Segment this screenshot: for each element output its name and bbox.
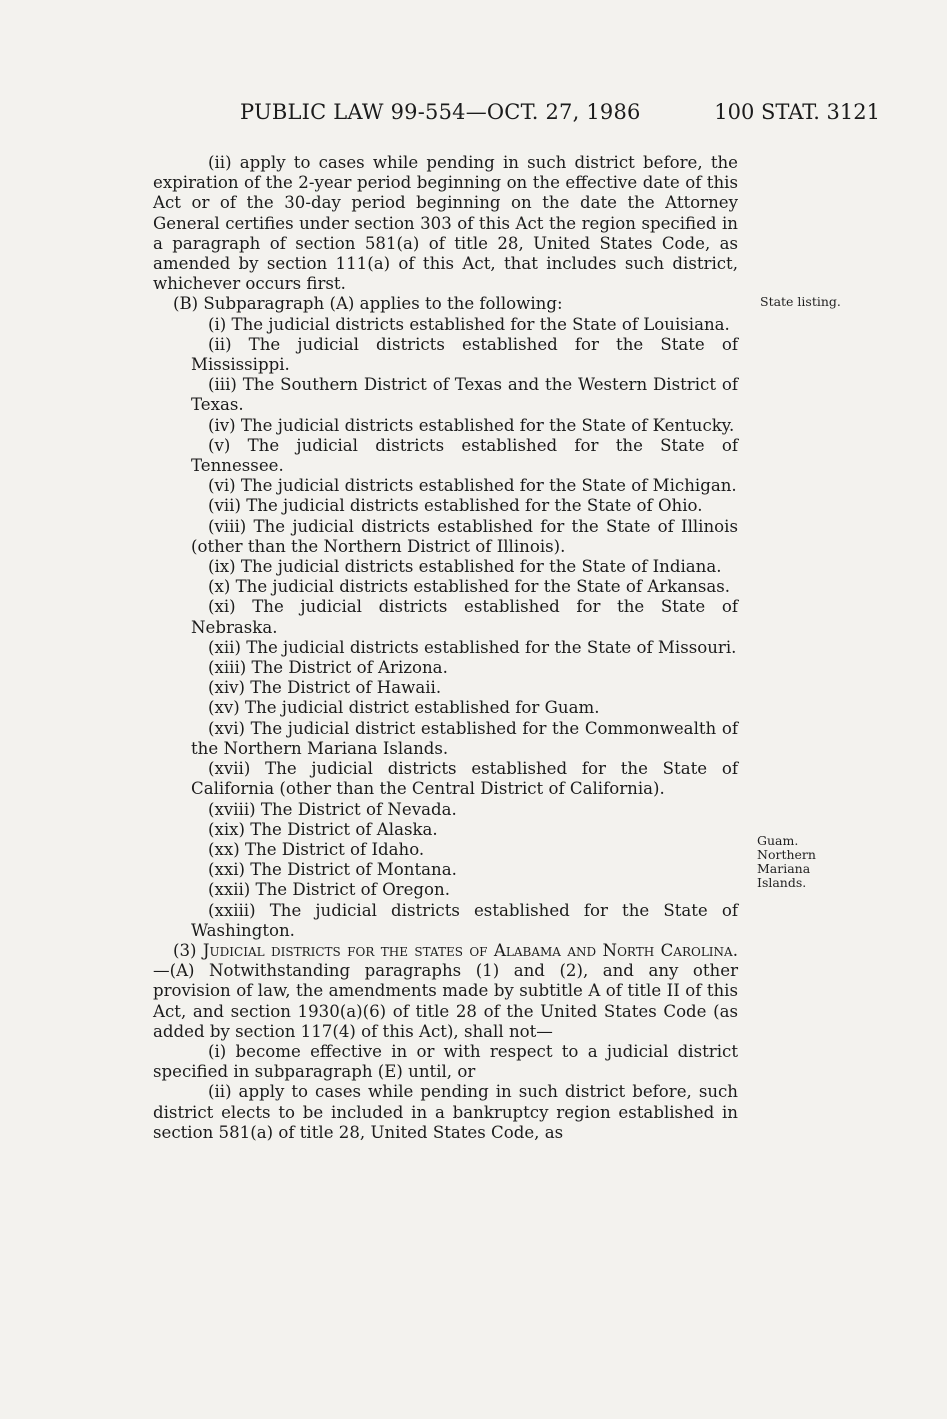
paragraph: (i) The judicial districts established for the State of Louisiana. — [208, 314, 730, 334]
paragraph: (v) The judicial districts established for the State of Tennessee. — [191, 435, 738, 476]
paragraph: (iii) The Southern District of Texas and the Western District of Texas. — [191, 375, 738, 415]
paragraph: (viii) The judicial districts established for the State of Illinois (other than the Northern District of Illinois). — [191, 516, 738, 556]
paragraph: (xiii) The District of Arizona. — [208, 658, 448, 678]
paragraph: (xx) The District of Idaho. — [208, 839, 425, 859]
margin-note-guam: Guam. Northern Mariana Islands. — [757, 833, 816, 890]
section-3-heading: Judicial districts for the states of Alabama and North Carolina. — [202, 940, 738, 960]
paragraph: (ii) apply to cases while pending in such district before, the expiration of the 2-year period beginning on the effective date of this Act or of the 30-day period beginning on the date the Attorney General certifies under section 303 of this Act the region specified in a paragraph of section 581(a) of title 28, United States Code, as amended by section 111(a) of this Act, that includes such district, whichever occurs first. — [153, 153, 738, 294]
body-text — [153, 153, 738, 1143]
paragraph-list — [153, 153, 738, 941]
paragraph: (xv) The judicial district established for Guam. — [208, 698, 600, 718]
margin-note-state-listing: State listing. — [760, 294, 841, 309]
paragraph: (vi) The judicial districts established for the State of Michigan. — [208, 476, 737, 496]
law-title: PUBLIC LAW 99-554—OCT. 27, 1986 — [240, 100, 641, 124]
paragraph: (xxi) The District of Montana. — [208, 860, 457, 880]
paragraph: (ii) apply to cases while pending in such district before, such district elects to be included in a bankruptcy region established in section 581(a) of title 28, United States Code, as — [153, 1082, 738, 1142]
paragraph: (vii) The judicial districts established for the State of Ohio. — [208, 496, 703, 516]
section-3-paragraph: (3) Judicial districts for the states of Alabama and North Carolina.—(A) Notwithstanding paragraphs (1) and (2), and any other provision of law, the amendments made by subtitle A of title II of this Act, and section 1930(a)(6) of title 28 of the United States Code (as added by section 117(4) of this Act), shall not— — [153, 940, 738, 1041]
paragraph: (xxiii) The judicial districts established for the State of Washington. — [191, 900, 738, 940]
running-header — [150, 100, 880, 130]
stat-page-number: 100 STAT. 3121 — [714, 100, 880, 124]
paragraph: (ii) The judicial districts established for the State of Mississippi. — [191, 334, 738, 375]
paragraph: (x) The judicial districts established for the State of Arkansas. — [208, 577, 731, 597]
paragraph: (xii) The judicial districts established for the State of Missouri. — [208, 637, 737, 657]
paragraph: (B) Subparagraph (A) applies to the following: — [173, 294, 563, 314]
paragraph: (iv) The judicial districts established for the State of Kentucky. — [208, 415, 735, 435]
closing-paragraph-list — [153, 1042, 738, 1143]
paragraph: (xix) The District of Alaska. — [208, 819, 438, 839]
paragraph: (xvi) The judicial district established for the Commonwealth of the Northern Mariana Islands. — [191, 718, 738, 758]
paragraph: (xvii) The judicial districts established for the State of California (other than the Central District of California). — [191, 759, 738, 799]
paragraph: (xiv) The District of Hawaii. — [208, 678, 442, 698]
paragraph: (i) become effective in or with respect to a judicial district specified in subparagraph (E) until, or — [153, 1041, 738, 1082]
paragraph: (xi) The judicial districts established for the State of Nebraska. — [191, 597, 738, 637]
paragraph: (xviii) The District of Nevada. — [208, 799, 457, 819]
paragraph: (xxii) The District of Oregon. — [208, 880, 451, 900]
paragraph: (ix) The judicial districts established for the State of Indiana. — [208, 557, 722, 577]
